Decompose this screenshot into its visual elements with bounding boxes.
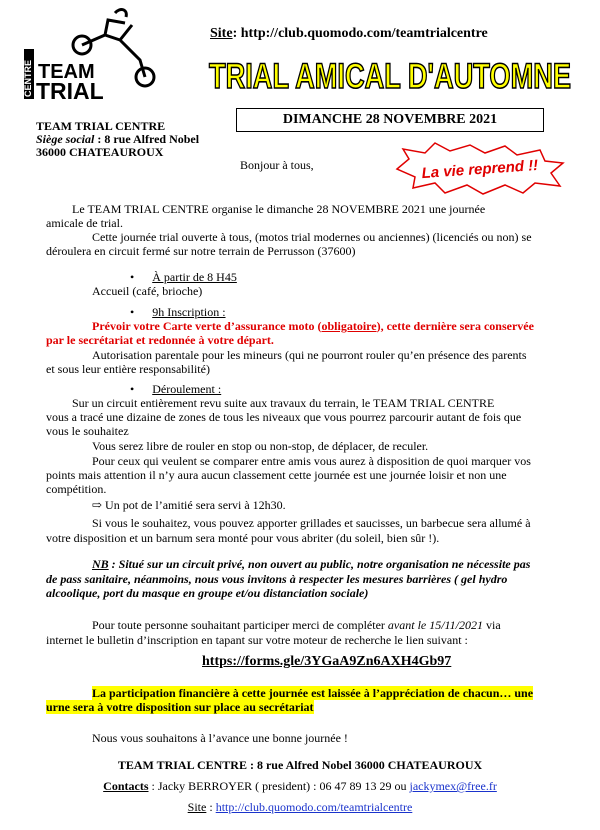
course-line-1: Sur un circuit entièrement revu suite aux travaux du terrain, le TEAM TRIAL CENTRE	[72, 396, 495, 410]
registration-form-link[interactable]: https://forms.gle/3YGaA9Zn6AXH4Gb97	[202, 654, 452, 669]
parental-line-1: Autorisation parentale pour les mineurs (qui ne pourront rouler qu’en présence des parents	[92, 348, 527, 362]
form-line-2: internet le bulletin d’inscription en tapant sur votre moteur de recherche le lien suivant :	[46, 633, 468, 647]
nb-line-1: NB : Situé sur un circuit privé, non ouvert au public, notre organisation ne nécessite pas	[92, 557, 531, 571]
event-title	[200, 50, 580, 103]
siege-address: : 8 rue Alfred Nobel	[94, 132, 200, 146]
course-line-6: points mais attention il n’y aura aucun classement cette journée est une journée loisir et non une	[46, 468, 507, 482]
insurance-warning-2: par le secrétariat et redonnée à votre départ.	[46, 333, 274, 347]
contact-email-link[interactable]: jackymex@free.fr	[409, 779, 497, 793]
footer-contacts: Contacts : Jacky BERROYER ( president) : 06 47 89 13 29 ou jackymex@free.fr	[103, 779, 497, 793]
open-line-2: déroulera en circuit fermé sur notre terrain de Perrusson (37600)	[46, 244, 356, 258]
site-url[interactable]: : http://club.quomodo.com/teamtrialcentre	[232, 26, 488, 41]
bullet-inscription: • 9h Inscription :	[130, 305, 226, 319]
course-line-2: vous a tracé une dizaine de zones de tous les niveaux que vous pourrez parcourir autant de fois que	[46, 410, 522, 424]
bullet-deroulement-text: Déroulement :	[152, 382, 222, 396]
nb-line-3: alcoolique, port du masque en groupe et/ou distanciation sociale)	[46, 586, 369, 600]
course-line-5: Pour ceux qui veulent se comparer entre amis vous aurez à disposition de quoi marquer vos	[92, 454, 531, 468]
pot-line: ⇨ Un pot de l’amitié sera servi à 12h30.	[92, 498, 286, 512]
club-address	[36, 120, 199, 159]
footer-address: TEAM TRIAL CENTRE : 8 rue Alfred Nobel 36000 CHATEAUROUX	[117, 758, 483, 772]
logo-team-text: TEAM	[38, 61, 95, 83]
siege-label: Siège social	[36, 132, 95, 146]
participation-line-1: La participation financière à cette journée est laissée à l’appréciation de chacun… une	[92, 686, 534, 700]
course-line-7: compétition.	[46, 482, 107, 496]
stamp-badge	[395, 141, 565, 201]
footer-site: Site : http://club.quomodo.com/teamtrialcentre	[187, 800, 413, 814]
bullet-deroulement: • Déroulement :	[130, 382, 222, 396]
footer-site-link[interactable]: http://club.quomodo.com/teamtrialcentre	[215, 800, 413, 814]
participation-line-2: urne sera à votre disposition sur place au secrétariat	[46, 700, 314, 714]
intro-line-1: Le TEAM TRIAL CENTRE organise le dimanche 28 NOVEMBRE 2021 une journée	[72, 202, 486, 216]
site-label: Site	[210, 26, 233, 41]
nb-label: NB	[92, 557, 109, 571]
site-header	[210, 26, 488, 42]
grill-line-2: votre disposition et un barnum sera monté pour vous abriter (du soleil, bien sûr !).	[46, 531, 440, 545]
club-city: 36000 CHATEAUROUX	[36, 145, 164, 159]
event-date: DIMANCHE 28 NOVEMBRE 2021	[236, 108, 544, 132]
club-name: TEAM TRIAL CENTRE	[36, 119, 166, 133]
form-line-1: Pour toute personne souhaitant participer merci de compléter avant le 15/11/2021 via	[92, 618, 501, 632]
team-trial-logo	[20, 5, 170, 105]
welcome-text: Accueil (café, brioche)	[92, 284, 203, 298]
bullet-start-text: À partir de 8 H45	[152, 270, 237, 284]
logo-centre-text: CENTRE	[23, 59, 33, 97]
nb-line-2: de pass sanitaire, néanmoins, nous vous invitons à respecter les mesures barrières ( gel hydro	[46, 572, 508, 586]
insurance-warning-1: Prévoir votre Carte verte d’assurance moto (obligatoire), cette dernière sera conservée	[92, 319, 534, 333]
course-line-3: vous le souhaitez	[46, 424, 129, 438]
course-line-4: Vous serez libre de rouler en stop ou non-stop, de déplacer, de reculer.	[92, 439, 429, 453]
greeting: Bonjour à tous,	[240, 158, 314, 172]
grill-line-1: Si vous le souhaitez, vous pouvez apporter grillades et saucisses, un barbecue sera allumé à	[92, 516, 531, 530]
deadline-text: avant le 15/11/2021	[387, 618, 484, 632]
intro-line-2: amicale de trial.	[46, 216, 123, 230]
bullet-start: • À partir de 8 H45	[130, 270, 237, 284]
open-line-1: Cette journée trial ouverte à tous, (motos trial modernes ou anciennes) (licenciés ou non) se	[92, 230, 532, 244]
logo-trial-text: TRIAL	[36, 78, 104, 104]
parental-line-2: et sous leur entière responsabilité)	[46, 362, 210, 376]
stamp-text: La vie reprend !!	[421, 156, 539, 183]
obligatoire-text: obligatoire	[321, 319, 377, 333]
event-title-text: TRIAL AMICAL D'AUTOMNE	[209, 57, 571, 96]
bullet-inscription-text: 9h Inscription :	[152, 305, 226, 319]
contacts-label: Contacts	[103, 779, 149, 793]
footer-site-label: Site	[187, 800, 207, 814]
wish-line: Nous vous souhaitons à l’avance une bonne journée !	[92, 731, 348, 745]
